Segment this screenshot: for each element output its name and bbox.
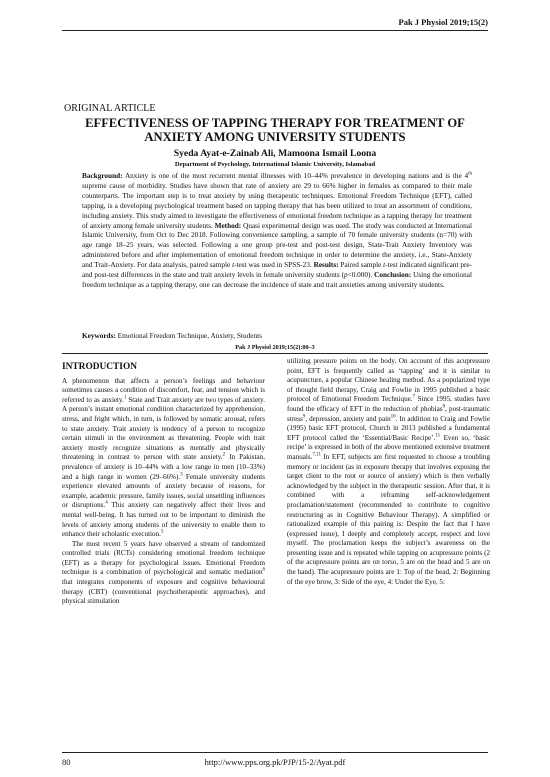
- page-number: 80: [62, 757, 71, 767]
- intro-heading: INTRODUCTION: [62, 362, 138, 372]
- paper-title: EFFECTIVENESS OF TAPPING THERAPY FOR TREATMENT OF ANXIETY AMONG UNIVERSITY STUDENTS: [85, 116, 465, 144]
- running-head: Pak J Physiol 2019;15(2): [398, 17, 488, 27]
- citation: [0, 344, 550, 351]
- affiliation: Department of Psychology, International Islamic University, Islamabad: [174, 161, 376, 168]
- abstract: [82, 172, 472, 291]
- intro-paragraph-2: The most recent 5 years have observed a stream of randomized controlled trials (RCTs) considering emotional freedom technique (EFT) as a therapy for psychological issues. Emotional Freedom technique is a combination of psychological and somatic mediation$^6$ that integrates components of exposure and cognitive behavioural therapy (CBT) (conventional psychotherapeutic approaches), and physical stimulation: [62, 539, 265, 606]
- left-column: [62, 357, 265, 607]
- right-paragraph-1: utilizing pressure points on the body. On account of this acupressure point, EFT is frequently called as ‘tapping’ and it is similar to acupuncture, a popular Chinese healing method. As a popularized type of thought field therapy, Craig and Fowlie in 1995 published a basic protocol of Emotional Freedom Technique.$^7$ Since 1995, studies have found the efficacy of EFT in the reduction of phobias$^8$, post-traumatic stress$^9$, depression, anxiety and pain$^{10}$. In addition to Craig and Fowlie (1995) basic EFT protocol, Church in 2013 published a fundamental EFT protocol called the ‘Essential/Basic Recipe’.$^{11}$ Even so, ‘basic recipe’ is expressed in both of the above mentioned extensive treatment manuals.$^{7,11}$ In EFT, subjects are first requested to choose a troubling memory or incident (as in exposure therapy that involves exposing the target client to the root or source of anxiety) which is then verbally acknowledged by the subject in the therapeutic session. After that, it is combined with a reframing self-acknowledgement proclamation/statement (recommended to contribute to cognitive restructuring as in Cognitive Behaviour Therapy). A simplified or rationalized example of this pairing is: Despite the fact that I have (expressed issue), I deeply and completely accept, respect and love myself. The proclamation keeps the subject’s awareness on the presenting issue and is repeated while tapping on acupressure points (2 of the acupressure points are on torso, 5 are on the head and 5 are on the hand). The acupressure points are 1: Top of the head, 2: Beginning of the eye brow, 3: Side of the eye, 4: Under the Eye, 5:: [287, 357, 490, 586]
- footer-rule: [62, 752, 488, 753]
- results-text-end: <0.000).: [347, 271, 373, 280]
- header-rule: [62, 30, 488, 31]
- conclusion-label: Conclusion:: [374, 271, 412, 280]
- background-text-cont: supreme cause of morbidity. Studies have shown that rate of anxiety are 29 to 66% higher in females as compared to their male counterparts. The important step is to treat anxiety by using therapeutic techniques. Emotional Freedom Technique (EFT), called tapping, is a developing psychological treatment based on tapping therapy that has been utilized to treat an assortment of conditions, including anxiety. This study aimed to investigate the effectiveness of emotional freedom technique as a tapping therapy for treatment of anxiety among female university students.: [82, 181, 472, 230]
- keywords: [82, 332, 472, 340]
- background-sup: th: [468, 171, 472, 177]
- keywords-label: Keywords:: [82, 332, 116, 340]
- results-text-cont: -test indicated significant pre- and post-test differences in the state and trait anxiety levels in female university students (: [82, 261, 472, 280]
- method-t: t: [232, 261, 235, 270]
- background-text: Anxiety is one of the most recurrent mental illnesses with 10–44% prevalence in developing nations and is the 4: [122, 172, 469, 180]
- results-text: Paired sample: [338, 261, 384, 270]
- keywords-text: Emotional Freedom Technique, Anxiety, Students: [115, 332, 262, 340]
- results-label: Results:: [313, 261, 339, 270]
- citation-text: Pak J Physiol 2019;15(2):80–3: [235, 344, 315, 351]
- method-text-cont: -test was used in SPSS-23.: [234, 261, 312, 270]
- article-type: ORIGINAL ARTICLE: [64, 103, 156, 114]
- method-label: Method:: [214, 221, 242, 230]
- results-p: p: [344, 271, 348, 280]
- background-label: Background:: [82, 172, 123, 180]
- intro-paragraph-1: A phenomenon that affects a person’s feelings and behaviour sometimes causes a condition of discomfort, fear, and tension which is referred to as anxiety.$^1$ State and Trait anxiety are two types of anxiety. A person’s instant emotional condition characterized by apprehension, stress, and fright which, in turn, is followed by somatic arousal, refers to state anxiety. Trait anxiety is tendency of a person to recognize certain stimuli in the environment as threatening. People with trait anxiety mostly recognize situations as mentally and physically threatening in contrast to person with state anxiety.$^2$ In Pakistan, prevalence of anxiety is 10–44% with a low range in men (10–33%) and a high range in women (29–66%).$^3$ Female university students experience elevated amounts of anxiety because of reasons, for example, academic pressure, family issues, social unsettling influences or disruptions.$^4$ This anxiety can negatively affect their lives and mental well-being. It has turned out to be important to diminish the levels of anxiety among students of the university to enable them to enhance their scholastic execution.$^5$: [62, 376, 265, 539]
- method-text: Quasi experimental design was used. The study was conducted at International Islamic University, from Oct to Dec 2018. Following convenience sampling, a sample of 70 female university students (n=70) with age range 18–25 years, was selected. Following a one group pre-test and post-test design, State-Trait Anxiety Inventory was administered before and after implementation of emotional freedom technique in order to determine the anxiety, i.e., State-Anxiety and Trait-Anxiety. For data analysis, paired sample: [82, 221, 473, 270]
- conclusion-text: Using the emotional freedom technique as a tapping therapy, one can decrease the incidence of state and trait anxieties among university students.: [82, 271, 472, 289]
- results-t: t: [383, 261, 386, 270]
- right-column: [287, 357, 490, 587]
- footer-url[interactable]: http://www.pps.org.pk/PJP/15-2/Ayat.pdf: [204, 757, 346, 767]
- author-list: Syeda Ayat-e-Zainab Ali, Mamoona Ismail Loona: [173, 148, 377, 159]
- abstract-rule: [62, 353, 488, 354]
